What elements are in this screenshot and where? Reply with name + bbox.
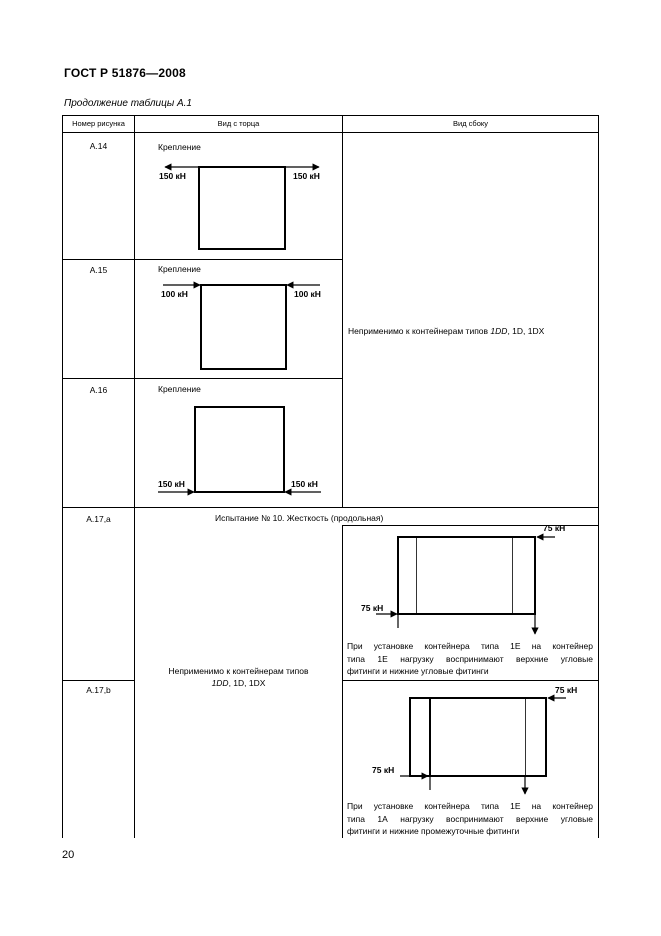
table-grid [62,115,599,838]
header-side-view: Вид сбоку [453,119,488,128]
end-view-not-applicable [135,665,342,689]
fig-number-a15: А.15 [89,265,108,275]
fig-a16-force-left: 150 кН [158,479,185,489]
fig-a17b-note-line: При установке контейнера типа 1Е на контейнер [347,801,593,811]
fig-a17a-note-line: фитинги и нижние угловые фитинги [347,666,489,676]
fig-a15-force-right: 100 кН [294,289,321,299]
fig-a17b-note-line: фитинги и нижние промежуточные фитинги [347,826,520,836]
not-applicable-side-suffix: , 1D, 1DX [507,326,545,336]
document-title: ГОСТ Р 51876—2008 [64,66,186,80]
fig-a17b-diagram [372,685,577,794]
fig-a16-force-right: 150 кН [291,479,318,489]
table-caption: Продолжение таблицы А.1 [64,98,192,109]
fig-a17a-force-bottom: 75 кН [361,603,384,613]
side-view-not-applicable [348,326,544,336]
fig-a15-label: Крепление [158,264,201,274]
fig-number-a16: А.16 [89,385,108,395]
fig-a17a-note-line: типа 1Е нагрузку воспринимают верхние угловые [347,653,593,664]
fig-a17b-note [347,800,593,838]
not-applicable-side-italic: 1DD [490,326,508,336]
fig-a17a-note-line: При установке контейнера типа 1Е на контейнер [347,641,593,651]
header-figure-number: Номер рисунка [72,119,125,128]
fig-number-a14: А.14 [89,141,108,151]
page-number: 20 [62,849,75,861]
fig-a14-label: Крепление [158,142,201,152]
not-applicable-side-text: Неприменимо к контейнерам типов [348,326,491,336]
fig-a17a-note [347,640,593,678]
header-end-view: Вид с торца [217,119,260,128]
not-applicable-end-suffix: , 1D, 1DX [228,678,266,688]
test-heading: Испытание № 10. Жесткость (продольная) [215,513,384,523]
fig-a17a-diagram [361,523,565,634]
fig-a17b-force-top: 75 кН [555,685,578,695]
fig-number-a17b: А.17,b [86,685,111,695]
fig-a17a-force-top: 75 кН [543,523,566,533]
fig-number-a17a: А.17,a [86,514,111,524]
fig-a16-label: Крепление [158,384,201,394]
fig-a14-diagram [159,167,320,249]
not-applicable-end-italic: 1DD [211,678,229,688]
not-applicable-end-line1: Неприменимо к контейнерам типов [168,666,309,676]
fig-a16-diagram [158,407,321,492]
fig-a17b-note-line: типа 1А нагрузку воспринимают верхние угловые [347,813,593,824]
fig-a14-force-right: 150 кН [293,171,320,181]
fig-a17b-force-bottom: 75 кН [372,765,395,775]
fig-a15-diagram [161,285,321,369]
not-applicable-end-line2 [135,677,342,689]
fig-a14-force-left: 150 кН [159,171,186,181]
fig-a15-force-left: 100 кН [161,289,188,299]
